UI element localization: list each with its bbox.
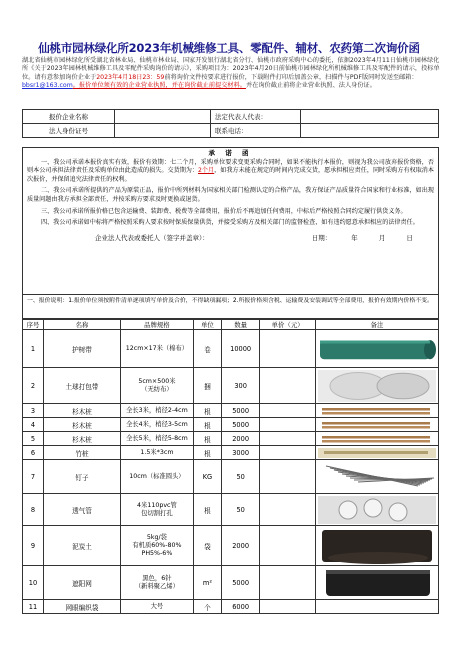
cell-spec: 全长3米，梢径2-4cm	[120, 404, 193, 418]
cell-remark	[316, 526, 439, 566]
cell-unit: m²	[193, 566, 221, 600]
cell-qty: 2000	[221, 526, 259, 566]
cell-name: 杉木桩	[43, 404, 120, 418]
legal-rep-label: 法定代表人代表：	[211, 110, 301, 124]
product-photo-icon	[318, 496, 436, 524]
day-label: 日	[406, 233, 413, 242]
intro-text: 请有意参加询价企业于	[34, 73, 97, 81]
pledge-section	[22, 147, 439, 295]
cell-remark	[316, 494, 439, 526]
cell-spec: 大号	[120, 600, 193, 614]
cell-unit: 根	[193, 432, 221, 446]
unit-price-field[interactable]	[260, 494, 316, 526]
pledge-text: ，如我方未能在规定的时间内完成交货，愿承担相应责任，同时采购方有权取消本次报价，并保留追究法律责任的权利。	[27, 167, 435, 183]
cell-spec: 全长4米，梢径3-5cm	[120, 418, 193, 432]
email-link[interactable]: bbsr1@163.com	[22, 82, 73, 90]
product-photo-icon	[318, 568, 436, 598]
cell-unit: KG	[193, 460, 221, 494]
cell-name: 钉子	[43, 460, 120, 494]
cell-unit: 根	[193, 418, 221, 432]
pledge-heading: 承 诺 函	[208, 149, 253, 157]
unit-price-field[interactable]	[260, 600, 316, 614]
deadline-text: 2023年4月18日23：59	[96, 73, 165, 81]
cell-no: 6	[23, 446, 44, 460]
unit-price-field[interactable]	[260, 404, 316, 418]
cell-spec: 12cm×17米（棉布）	[120, 330, 193, 368]
cell-no: 5	[23, 432, 44, 446]
cell-name: 土球打包带	[43, 368, 120, 404]
cell-no: 11	[23, 600, 44, 614]
table-row	[23, 432, 439, 446]
cell-no: 8	[23, 494, 44, 526]
cell-name: 网眼编织袋	[43, 600, 120, 614]
cell-unit: 卷	[193, 330, 221, 368]
pledge-clause-4: 四、我公司承诺如中标将严格按照采购人要求按时保质保量供货，并接受采购方及相关部门的监督检查，如有违约愿意承担相应的法律责任。	[41, 219, 419, 227]
items-table	[22, 319, 439, 614]
intro-paragraph	[22, 57, 440, 91]
id-number-field[interactable]	[115, 124, 211, 138]
table-row	[23, 368, 439, 404]
table-row	[23, 446, 439, 460]
pledge-clause-3: 三、我公司承诺所报价格已包含运输费、装卸费、税费等全部费用，报价后不再追加任何费用，中标后严格按照合同约定履行供货义务。	[41, 207, 407, 215]
legal-rep-field[interactable]	[301, 110, 439, 124]
table-row	[23, 330, 439, 368]
unit-price-field[interactable]	[260, 330, 316, 368]
cell-no: 10	[23, 566, 44, 600]
cell-no: 4	[23, 418, 44, 432]
cell-spec: 4米110pvc管 包切割打孔	[120, 494, 193, 526]
company-name-field[interactable]	[115, 110, 211, 124]
cell-spec: 10cm（标准圆头）	[120, 460, 193, 494]
header-cell: 品牌规格	[120, 320, 193, 330]
cell-qty: 5000	[221, 418, 259, 432]
cell-name: 泥炭土	[43, 526, 120, 566]
intro-text: 并在询价截止前将企业营业执照、法人身份证。	[246, 82, 376, 90]
requirement-text: 。报价单位须有效的企业营业执照，并在询价截止前提交材料。	[72, 82, 246, 90]
cell-qty: 3000	[221, 446, 259, 460]
product-photo-icon	[318, 448, 436, 458]
cell-unit: 捆	[193, 368, 221, 404]
cell-remark	[316, 600, 439, 614]
cell-spec: 1.5米*3cm	[120, 446, 193, 460]
pledge-clause-1	[27, 159, 434, 185]
cell-no: 7	[23, 460, 44, 494]
header-cell: 序号	[23, 320, 44, 330]
intro-text: 前将询价文件按要求进行报价，下载附件打印后加盖公章，扫描件与PDF版同时发送至邮箱：	[164, 73, 418, 81]
cell-qty: 6000	[221, 600, 259, 614]
company-info-table	[22, 109, 439, 138]
cell-qty: 50	[221, 460, 259, 494]
table-row	[23, 526, 439, 566]
header-cell: 数量	[221, 320, 259, 330]
unit-price-field[interactable]	[260, 418, 316, 432]
product-photo-icon	[318, 332, 436, 366]
cell-no: 1	[23, 330, 44, 368]
unit-price-field[interactable]	[260, 368, 316, 404]
page-title: 仙桃市园林绿化所2023年机械维修工具、零配件、辅材、农药第二次询价函	[38, 41, 420, 55]
product-photo-icon	[318, 528, 436, 564]
cell-qty: 10000	[221, 330, 259, 368]
cell-no: 3	[23, 404, 44, 418]
header-cell: 单价（元）	[260, 320, 316, 330]
cell-qty: 300	[221, 368, 259, 404]
cell-spec: 5kg/袋 有机质60%-80% PH5%-6%	[120, 526, 193, 566]
cell-remark	[316, 330, 439, 368]
cell-remark	[316, 460, 439, 494]
product-photo-icon	[318, 420, 436, 430]
cell-qty: 5000	[221, 566, 259, 600]
cell-name: 竹桩	[43, 446, 120, 460]
table-row	[23, 418, 439, 432]
unit-price-field[interactable]	[260, 460, 316, 494]
header-cell: 单位	[193, 320, 221, 330]
table-row	[23, 404, 439, 418]
table-row	[23, 566, 439, 600]
year-label: 年	[351, 233, 358, 242]
cell-unit: 袋	[193, 526, 221, 566]
table-row	[23, 600, 439, 614]
cell-qty: 2000	[221, 432, 259, 446]
cell-spec: 5cm×500米 （无纺布）	[120, 368, 193, 404]
cell-name: 遮阳网	[43, 566, 120, 600]
signature-line	[27, 234, 434, 243]
cell-qty: 5000	[221, 404, 259, 418]
unit-price-field[interactable]	[260, 566, 316, 600]
unit-price-field[interactable]	[260, 432, 316, 446]
unit-price-field[interactable]	[260, 526, 316, 566]
pledge-clause-2: 二、我公司承诺所提供的产品为原装正品，报价中所列材料为国家相关部门检测认定的合格产品，我方保证产品质量符合国家和行业标准，如出现质量问题由我方承担全部责任，并按采购方要求及时更换或退货。	[27, 187, 434, 203]
cell-remark	[316, 418, 439, 432]
cell-spec: 黑色，6针 （新料聚乙烯）	[120, 566, 193, 600]
table-row	[23, 494, 439, 526]
date-label: 日期：	[311, 233, 332, 242]
product-photo-icon	[318, 434, 436, 444]
cell-remark	[316, 566, 439, 600]
cell-name: 杉木桩	[43, 418, 120, 432]
cell-remark	[316, 404, 439, 418]
cell-remark	[316, 368, 439, 404]
product-photo-icon	[318, 406, 436, 416]
intro-text: 湖北省仙桃市园林绿化所受湖北省林业局、仙桃市林业局、国家开发银行湖北省分行、仙桃市政府采购中心的委托，依据2023年4月11日仙桃市园林绿化所《关于2023年园林机械维修工具及零配件采购询价的请示》，采购项目为：2023年4月20日前仙桃市园林绿化所机械维修工具及零配件的请示，投标单位。	[22, 57, 440, 81]
cell-spec: 全长5米，梢径5-8cm	[120, 432, 193, 446]
header-cell: 名称	[43, 320, 120, 330]
cell-unit: 根	[193, 404, 221, 418]
delivery-period: 2个月	[198, 167, 215, 175]
pledge-text: 交货期为：	[167, 167, 199, 175]
cell-name: 透气管	[43, 494, 120, 526]
cell-unit: 根	[193, 494, 221, 526]
id-number-label: 法人身份证号	[23, 124, 115, 138]
cell-remark	[316, 446, 439, 460]
table-header-row	[23, 320, 439, 330]
product-photo-icon	[318, 462, 436, 492]
cell-no: 9	[23, 526, 44, 566]
company-name-label: 报价企业名称	[23, 110, 115, 124]
cell-remark	[316, 432, 439, 446]
cell-name: 杉木桩	[43, 432, 120, 446]
table-row	[23, 460, 439, 494]
unit-price-field[interactable]	[260, 446, 316, 460]
phone-field[interactable]	[301, 124, 439, 138]
cell-no: 2	[23, 368, 44, 404]
signature-label: 企业法人代表或委托人（签字并盖章）：	[95, 233, 209, 242]
cell-unit: 个	[193, 600, 221, 614]
phone-label: 联系电话：	[211, 124, 301, 138]
pledge-text: 一、我公司承诺本报价真实有效，报价有效期：七二个月，采购单位要求变更采购合同时，如果不能执行本报价，则视为我公司放弃报价资格，否则本公司承担法律责任及采购单位由此造成的损失。	[27, 158, 434, 175]
cell-qty: 50	[221, 494, 259, 526]
cell-name: 护树带	[43, 330, 120, 368]
month-label: 月	[378, 233, 386, 242]
cell-unit: 根	[193, 446, 221, 460]
quote-notes: 一、报价说明：1.报价单位须按附件清单逐项填写单价及合价，不得缺项漏项；2.所报价格须含税、运输费及安装调试等全部费用，报价有效期内价格不变。	[22, 295, 439, 319]
header-cell: 备注	[316, 320, 439, 330]
product-photo-icon	[318, 370, 436, 402]
